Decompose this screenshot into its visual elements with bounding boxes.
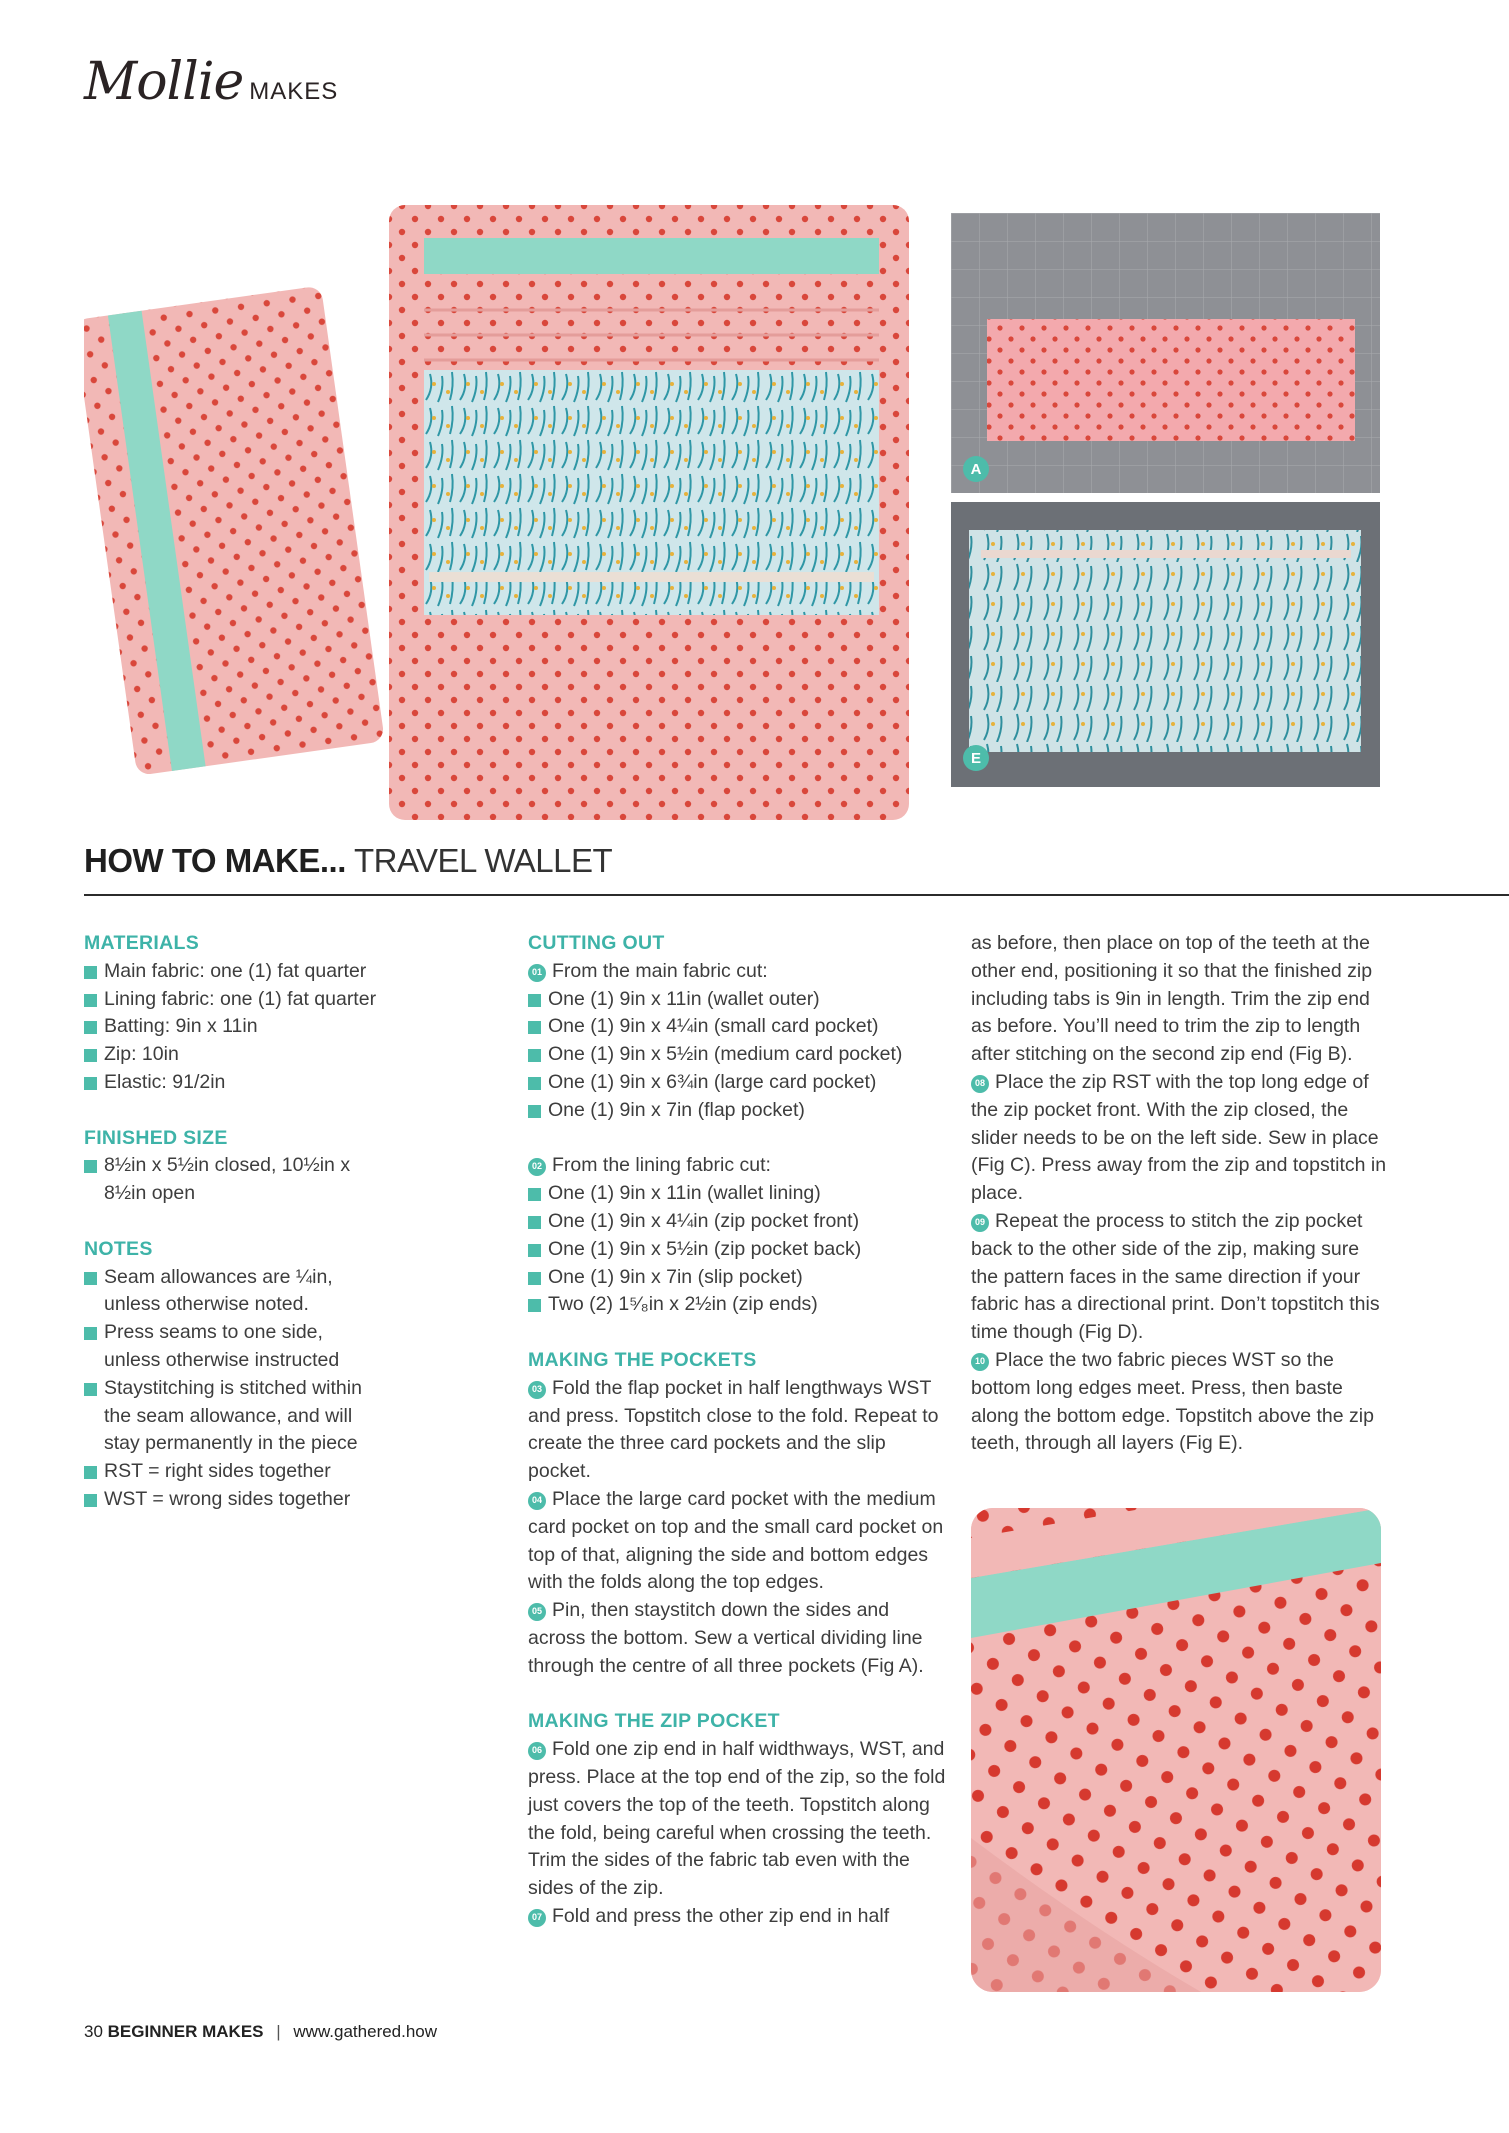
logo — [84, 52, 338, 112]
list-item: One (1) 9in x 7in (flap pocket) — [528, 1097, 948, 1125]
step-08: 08 Place the zip RST with the top long edge of the zip pocket front. With the zip closed, the slider needs to be on the left side. Sew in place (Fig C). Press away from the zip and topstitch in place. — [971, 1070, 1387, 1205]
footer-separator: | — [276, 2022, 281, 2041]
step-06: 06 Fold one zip end in half widthways, WST, and press. Place at the top end of the zip, so the fold just covers the top of the teeth. Topstitch along the fold, being careful when crossing the teeth. Trim the sides of the fabric tab even with the sides of the zip. — [528, 1738, 946, 1900]
list-item: Zip: 10in — [84, 1041, 384, 1069]
list-item: Two (2) 1⁵⁄₈in x 2½in (zip ends) — [528, 1291, 948, 1319]
wallet-photo-main — [84, 200, 924, 830]
making-zip-pocket-title: MAKING THE ZIP POCKET — [528, 1710, 780, 1733]
list-item: One (1) 9in x 4¼in (small card pocket) — [528, 1013, 948, 1041]
cutting-out-title: CUTTING OUT — [528, 932, 665, 954]
heading-bold: HOW TO MAKE... — [84, 842, 346, 879]
heading-light: TRAVEL WALLET — [345, 842, 613, 879]
column-instructions-1 — [528, 930, 948, 1931]
list-item: One (1) 9in x 4¼in (zip pocket front) — [528, 1208, 948, 1236]
finished-size-title: FINISHED SIZE — [84, 1126, 228, 1149]
step-03: 03 Fold the flap pocket in half lengthways WST and press. Topstitch close to the fold. Repeat to create the three card pockets and the slip pocket. — [528, 1376, 939, 1483]
footer-url: www.gathered.how — [293, 2022, 438, 2041]
list-item: RST = right sides together — [84, 1458, 384, 1486]
logo-script: Mollie — [84, 52, 244, 112]
list-item: Staystitching is stitched within the seam allowance, and will stay permanently in the piece — [84, 1375, 384, 1458]
figure-e-photo — [951, 502, 1380, 787]
list-item: One (1) 9in x 5½in (medium card pocket) — [528, 1041, 948, 1069]
page-number: 30 — [84, 2022, 103, 2041]
notes-title: NOTES — [84, 1237, 153, 1260]
list-item: One (1) 9in x 7in (slip pocket) — [528, 1264, 948, 1292]
making-pockets-title: MAKING THE POCKETS — [528, 1348, 757, 1371]
section-heading — [84, 842, 612, 880]
column-materials — [84, 930, 384, 1514]
list-item: One (1) 9in x 11in (wallet lining) — [528, 1180, 948, 1208]
step-04: 04 Place the large card pocket with the medium card pocket on top and the small card pocket on top of that, aligning the side and bottom edges with the folds along the top edges. — [528, 1487, 944, 1594]
figure-e-badge: E — [963, 745, 989, 771]
list-item: Press seams to one side, unless otherwise instructed — [84, 1319, 384, 1375]
list-item: One (1) 9in x 11in (wallet outer) — [528, 986, 948, 1014]
list-item: Main fabric: one (1) fat quarter — [84, 958, 384, 986]
step-07-continued: as before, then place on top of the teeth at the other end, positioning it so that the finished zip including tabs is 9in in length. Trim the zip end as before. You’ll need to trim the zip to length after stitching on the second zip end (Fig B). — [971, 932, 1373, 1066]
heading-rule — [84, 894, 1509, 896]
list-item: Elastic: 91/2in — [84, 1069, 384, 1097]
figure-a-photo — [951, 213, 1380, 493]
list-item: WST = wrong sides together — [84, 1486, 384, 1514]
step-01: 01 From the main fabric cut: — [528, 958, 948, 986]
figure-a-badge: A — [963, 456, 989, 482]
magazine-name: BEGINNER MAKES — [107, 2022, 264, 2041]
step-05: 05 Pin, then staystitch down the sides and across the bottom. Sew a vertical dividing line through the centre of all three pockets (Fig A). — [528, 1599, 924, 1677]
footer — [84, 2022, 437, 2042]
wallet-closeup-photo — [971, 1508, 1381, 1992]
step-09: 09 Repeat the process to stitch the zip pocket back to the other side of the zip, making sure the pattern faces in the same direction if your fabric has a directional print. Don’t topstitch this time though (Fig D). — [971, 1209, 1380, 1344]
list-item: Lining fabric: one (1) fat quarter — [84, 986, 384, 1014]
list-item: One (1) 9in x 5½in (zip pocket back) — [528, 1236, 948, 1264]
materials-title: MATERIALS — [84, 932, 199, 954]
logo-word: MAKES — [249, 78, 339, 105]
list-item: Batting: 9in x 11in — [84, 1013, 384, 1041]
list-item: Seam allowances are ¼in, unless otherwise noted. — [84, 1264, 384, 1320]
column-instructions-2 — [971, 930, 1391, 1458]
step-10: 10 Place the two fabric pieces WST so the bottom long edges meet. Press, then baste along the bottom edge. Topstitch above the zip teeth, through all layers (Fig E). — [971, 1348, 1374, 1455]
list-item: 8½in x 5½in closed, 10½in x 8½in open — [84, 1152, 384, 1208]
list-item: One (1) 9in x 6¾in (large card pocket) — [528, 1069, 948, 1097]
step-02: 02 From the lining fabric cut: — [528, 1152, 948, 1180]
step-07: 07 Fold and press the other zip end in half — [528, 1903, 948, 1931]
